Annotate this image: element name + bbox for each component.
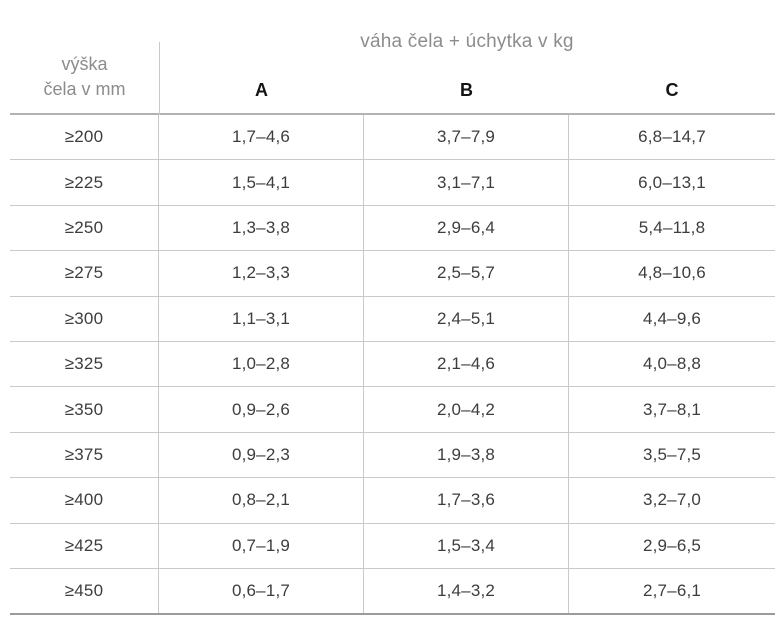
cell-b: 1,9–3,8 xyxy=(364,433,569,477)
cell-b: 1,5–3,4 xyxy=(364,524,569,568)
cell-b: 3,1–7,1 xyxy=(364,160,569,204)
table-row xyxy=(10,433,775,478)
table-row xyxy=(10,115,775,160)
table-row xyxy=(10,342,775,387)
cell-c: 6,0–13,1 xyxy=(638,172,706,192)
row-label: ≥250 xyxy=(10,206,159,250)
cell-c: 3,5–7,5 xyxy=(642,444,702,464)
cell-b: 1,4–3,2 xyxy=(364,569,569,613)
cell-a: 1,3–3,8 xyxy=(159,206,364,250)
table-row xyxy=(10,387,775,432)
cell-b: 2,0–4,2 xyxy=(364,387,569,431)
table-header xyxy=(10,0,775,115)
cell-b: 2,4–5,1 xyxy=(364,297,569,341)
cell-a: 1,0–2,8 xyxy=(159,342,364,386)
cell-c: 5,4–11,8 xyxy=(638,217,706,237)
cell-b: 1,7–3,6 xyxy=(364,478,569,522)
cell-a: 0,9–2,3 xyxy=(159,433,364,477)
row-label: ≥200 xyxy=(10,115,159,159)
cell-a: 0,7–1,9 xyxy=(159,524,364,568)
row-label: ≥300 xyxy=(10,297,159,341)
table-row xyxy=(10,251,775,296)
table-title: váha čela + úchytka v kg xyxy=(360,31,574,52)
row-label: ≥450 xyxy=(10,569,159,613)
cell-a: 0,9–2,6 xyxy=(159,387,364,431)
cell-a: 0,6–1,7 xyxy=(159,569,364,613)
cell-c: 4,0–8,8 xyxy=(642,354,702,374)
row-header-label xyxy=(10,52,159,102)
cell-c: 2,9–6,5 xyxy=(642,535,702,555)
cell-c: 4,8–10,6 xyxy=(638,263,706,283)
cell-a: 1,2–3,3 xyxy=(159,251,364,295)
row-label: ≥350 xyxy=(10,387,159,431)
cell-a: 0,8–2,1 xyxy=(159,478,364,522)
cell-c: 3,2–7,0 xyxy=(642,490,702,510)
cell-c: 2,7–6,1 xyxy=(642,581,702,601)
row-label: ≥225 xyxy=(10,160,159,204)
table-body xyxy=(10,115,775,615)
row-label: ≥425 xyxy=(10,524,159,568)
row-label: ≥400 xyxy=(10,478,159,522)
table-row xyxy=(10,297,775,342)
column-headers xyxy=(159,72,775,108)
cell-b: 2,1–4,6 xyxy=(364,342,569,386)
column-header-a: A xyxy=(255,79,268,100)
cell-c: 4,4–9,6 xyxy=(642,308,702,328)
row-label: ≥375 xyxy=(10,433,159,477)
row-header-line1: výška xyxy=(61,54,108,74)
row-label: ≥275 xyxy=(10,251,159,295)
cell-c: 3,7–8,1 xyxy=(642,399,702,419)
row-label: ≥325 xyxy=(10,342,159,386)
weight-table xyxy=(10,0,775,615)
table-row xyxy=(10,524,775,569)
column-header-b: B xyxy=(460,79,473,100)
table-row xyxy=(10,478,775,523)
row-header-line2: čela v mm xyxy=(43,79,126,99)
cell-b: 3,7–7,9 xyxy=(364,115,569,159)
cell-a: 1,1–3,1 xyxy=(159,297,364,341)
cell-c: 6,8–14,7 xyxy=(638,127,706,147)
column-header-c: C xyxy=(665,79,679,100)
cell-b: 2,9–6,4 xyxy=(364,206,569,250)
cell-a: 1,7–4,6 xyxy=(159,115,364,159)
cell-b: 2,5–5,7 xyxy=(364,251,569,295)
table-row xyxy=(10,569,775,615)
table-row xyxy=(10,206,775,251)
cell-a: 1,5–4,1 xyxy=(159,160,364,204)
table-row xyxy=(10,160,775,205)
